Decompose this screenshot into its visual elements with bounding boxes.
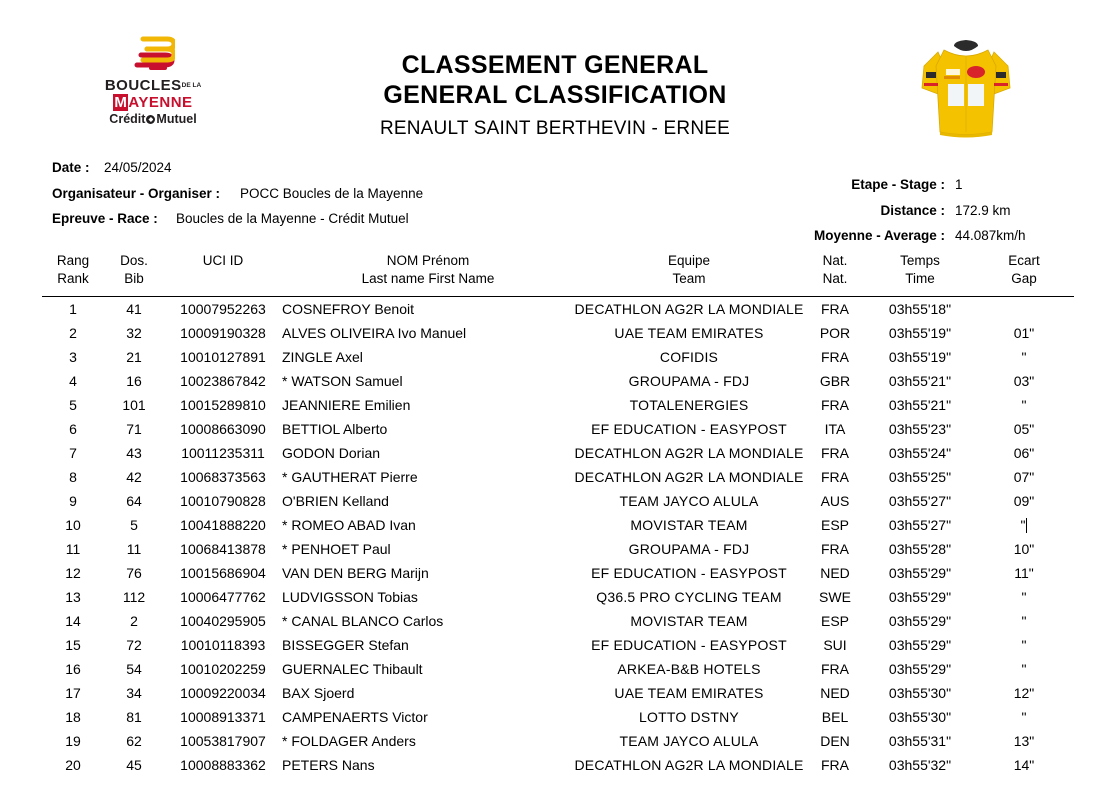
cell-rider-name: BISSEGGER Stefan <box>282 637 409 653</box>
cell-nationality: FRA <box>821 661 849 677</box>
cell-uci-id: 10053817907 <box>180 733 266 749</box>
column-header-bib <box>104 252 164 297</box>
cell-uci-id: 10023867842 <box>180 373 266 389</box>
cell-time: 03h55'28" <box>888 541 952 557</box>
cell-gap: " <box>1021 661 1027 677</box>
yellow-leader-jersey-icon <box>918 36 1014 140</box>
cell-uci-id: 10010118393 <box>180 637 266 653</box>
column-header-nat <box>804 252 866 297</box>
header-nat-fr: Nat. <box>822 253 848 268</box>
cell-nationality: FRA <box>821 469 849 485</box>
cell-gap: 14" <box>1013 757 1035 773</box>
boucles-b-logo-icon <box>98 33 208 77</box>
cell-rank: 14 <box>65 613 81 629</box>
cell-time: 03h55'30" <box>888 685 952 701</box>
cell-team: EF EDUCATION - EASYPOST <box>591 421 787 437</box>
cell-rider-name: O'BRIEN Kelland <box>282 493 389 509</box>
table-row <box>42 513 1074 537</box>
cell-nationality: FRA <box>821 301 849 317</box>
table-row <box>42 729 1074 753</box>
cell-team: MOVISTAR TEAM <box>630 613 748 629</box>
cell-time: 03h55'29" <box>888 613 952 629</box>
info-row-stage <box>814 172 1063 198</box>
text-cursor <box>1026 518 1027 533</box>
cell-gap: 03" <box>1013 373 1035 389</box>
header-team-en: Team <box>672 271 706 286</box>
table-row <box>42 489 1074 513</box>
cell-rider-name: VAN DEN BERG Marijn <box>282 565 429 581</box>
header-bib-fr: Dos. <box>120 253 148 268</box>
header-bib-en: Bib <box>124 271 144 286</box>
cell-rank: 4 <box>69 373 77 389</box>
cell-gap: 10" <box>1013 541 1035 557</box>
cell-rider-name: GUERNALEC Thibault <box>282 661 423 677</box>
cell-nationality: FRA <box>821 757 849 773</box>
cell-team: GROUPAMA - FDJ <box>628 541 750 557</box>
cell-time: 03h55'32" <box>888 757 952 773</box>
logo-word-credit: Crédit <box>109 112 146 126</box>
page-title-fr: CLASSEMENT GENERAL <box>401 51 709 79</box>
cell-nationality: SUI <box>823 637 847 653</box>
cell-bib: 5 <box>130 517 138 533</box>
results-table-wrapper <box>42 252 1074 777</box>
cell-bib: 34 <box>126 685 142 701</box>
table-row <box>42 465 1074 489</box>
header-uci-id: UCI ID <box>202 253 244 268</box>
cell-rank: 9 <box>69 493 77 509</box>
info-row-distance <box>814 198 1063 224</box>
cell-gap: " <box>1021 613 1027 629</box>
cell-team: UAE TEAM EMIRATES <box>614 685 764 701</box>
logo-word-boucles: BOUCLES <box>104 77 182 94</box>
results-table-head <box>42 252 1074 297</box>
date-label: Date : <box>52 160 90 175</box>
cell-rider-name: * FOLDAGER Anders <box>282 733 416 749</box>
cell-nationality: AUS <box>820 493 850 509</box>
cell-team: EF EDUCATION - EASYPOST <box>591 565 787 581</box>
header-time-fr: Temps <box>900 253 940 268</box>
cell-time: 03h55'27" <box>888 493 952 509</box>
cell-nationality: FRA <box>821 349 849 365</box>
cell-uci-id: 10015686904 <box>180 565 266 581</box>
cell-team: TEAM JAYCO ALULA <box>619 733 759 749</box>
cell-rider-name: CAMPENAERTS Victor <box>282 709 428 725</box>
page-title-en: GENERAL CLASSIFICATION <box>383 81 727 109</box>
cell-uci-id: 10006477762 <box>180 589 266 605</box>
organiser-label: Organisateur - Organiser : <box>52 185 221 201</box>
cell-rank: 19 <box>65 733 81 749</box>
logo-line-mayenne <box>98 94 208 111</box>
cell-time: 03h55'29" <box>888 565 952 581</box>
cell-bib: 2 <box>130 613 138 629</box>
cell-gap: 09" <box>1013 493 1035 509</box>
cell-rider-name: ALVES OLIVEIRA Ivo Manuel <box>282 325 467 341</box>
cell-bib: 76 <box>126 565 142 581</box>
info-row-organiser <box>52 181 423 207</box>
cell-bib: 45 <box>126 757 142 773</box>
info-row-date <box>52 155 423 181</box>
distance-label: Distance : <box>880 202 945 218</box>
cell-bib: 41 <box>126 301 142 317</box>
header-rank-fr: Rang <box>56 253 90 268</box>
cell-team: EF EDUCATION - EASYPOST <box>591 637 787 653</box>
table-row <box>42 633 1074 657</box>
cell-gap: 13" <box>1013 733 1035 749</box>
cell-rank: 17 <box>65 685 81 701</box>
header-rank-en: Rank <box>57 271 89 286</box>
credit-mutuel-dot-icon <box>146 115 155 124</box>
column-header-team <box>574 252 804 297</box>
cell-time: 03h55'25" <box>888 469 952 485</box>
cell-rank: 20 <box>65 757 81 773</box>
cell-uci-id: 10008883362 <box>180 757 266 773</box>
cell-gap: " <box>1021 589 1027 605</box>
cell-bib: 21 <box>126 349 142 365</box>
cell-gap: 06" <box>1013 445 1035 461</box>
table-row <box>42 753 1074 777</box>
cell-rider-name: LUDVIGSSON Tobias <box>282 589 418 605</box>
cell-rank: 8 <box>69 469 77 485</box>
cell-rank: 7 <box>69 445 77 461</box>
results-table <box>42 252 1074 777</box>
cell-time: 03h55'24" <box>888 445 952 461</box>
cell-rank: 2 <box>69 325 77 341</box>
cell-rider-name: * GAUTHERAT Pierre <box>282 469 418 485</box>
cell-time: 03h55'29" <box>888 589 952 605</box>
info-row-race <box>52 206 423 232</box>
logo-line-boucles <box>98 77 208 94</box>
cell-bib: 81 <box>126 709 142 725</box>
cell-rank: 16 <box>65 661 81 677</box>
results-table-body <box>42 297 1074 778</box>
cell-uci-id: 10068373563 <box>180 469 266 485</box>
cell-bib: 112 <box>122 589 146 605</box>
average-value: 44.087km/h <box>955 228 1026 243</box>
cell-time: 03h55'23" <box>888 421 952 437</box>
cell-bib: 72 <box>126 637 142 653</box>
cell-time: 03h55'29" <box>888 661 952 677</box>
cell-uci-id: 10068413878 <box>180 541 266 557</box>
cell-team: GROUPAMA - FDJ <box>628 373 750 389</box>
cell-nationality: NED <box>820 685 850 701</box>
cell-time: 03h55'21" <box>888 373 952 389</box>
cell-nationality: BEL <box>821 709 849 725</box>
table-row <box>42 393 1074 417</box>
cell-rank: 11 <box>65 541 81 557</box>
table-row <box>42 657 1074 681</box>
header-gap-en: Gap <box>1011 271 1037 286</box>
table-header-row <box>42 252 1074 297</box>
cell-team: MOVISTAR TEAM <box>630 517 748 533</box>
race-logo <box>98 33 208 127</box>
cell-nationality: FRA <box>821 397 849 413</box>
table-row <box>42 705 1074 729</box>
cell-team: ARKEA-B&B HOTELS <box>617 661 761 677</box>
cell-time: 03h55'29" <box>888 637 952 653</box>
cell-gap: " <box>1021 397 1027 413</box>
cell-time: 03h55'27" <box>888 517 952 533</box>
table-row <box>42 585 1074 609</box>
cell-uci-id: 10008913371 <box>180 709 266 725</box>
table-row <box>42 537 1074 561</box>
race-info-right <box>814 172 1063 249</box>
cell-bib: 54 <box>126 661 142 677</box>
cell-team: DECATHLON AG2R LA MONDIALE <box>574 757 804 773</box>
cell-uci-id: 10007952263 <box>180 301 266 317</box>
stage-label: Etape - Stage : <box>851 177 945 192</box>
cell-nationality: ESP <box>820 517 849 533</box>
cell-team: DECATHLON AG2R LA MONDIALE <box>574 445 804 461</box>
cell-nationality: NED <box>820 565 850 581</box>
cell-gap: 12" <box>1013 685 1035 701</box>
cell-rank: 18 <box>65 709 81 725</box>
cell-rider-name: COSNEFROY Benoit <box>282 301 415 317</box>
cell-time: 03h55'30" <box>888 709 952 725</box>
header-name-en: Last name First Name <box>361 271 495 286</box>
column-header-rank <box>42 252 104 297</box>
cell-nationality: FRA <box>821 541 849 557</box>
cell-team: DECATHLON AG2R LA MONDIALE <box>574 469 804 485</box>
table-row <box>42 297 1074 322</box>
cell-team: COFIDIS <box>659 349 719 365</box>
cell-nationality: ESP <box>820 613 849 629</box>
logo-letter-m: M <box>114 94 128 111</box>
column-header-gap <box>974 252 1074 297</box>
cell-time: 03h55'21" <box>888 397 952 413</box>
cell-uci-id: 10010127891 <box>180 349 266 365</box>
cell-nationality: FRA <box>821 445 849 461</box>
table-row <box>42 345 1074 369</box>
cell-rider-name: BETTIOL Alberto <box>282 421 388 437</box>
cell-gap: 11" <box>1014 565 1034 581</box>
header-name-fr: NOM Prénom <box>386 253 470 268</box>
column-header-time <box>866 252 974 297</box>
document-header <box>0 0 1100 148</box>
cell-rider-name: * PENHOET Paul <box>282 541 391 557</box>
cell-uci-id: 10008663090 <box>180 421 266 437</box>
header-time-en: Time <box>905 271 935 286</box>
table-row <box>42 321 1074 345</box>
cell-bib: 42 <box>126 469 142 485</box>
logo-word-mutuel: Mutuel <box>156 112 197 126</box>
cell-rank: 6 <box>69 421 77 437</box>
info-row-average <box>814 223 1063 249</box>
cell-time: 03h55'18" <box>888 301 952 317</box>
cell-rank: 13 <box>65 589 81 605</box>
cell-gap: " <box>1021 709 1027 725</box>
cell-gap: " <box>1021 637 1027 653</box>
cell-uci-id: 10015289810 <box>180 397 266 413</box>
cell-team: UAE TEAM EMIRATES <box>614 325 764 341</box>
cell-uci-id: 10041888220 <box>180 517 266 533</box>
cell-gap: " <box>1021 349 1027 365</box>
cell-rider-name: * ROMEO ABAD Ivan <box>282 517 416 533</box>
logo-word-dela: DE LA <box>181 82 202 89</box>
cell-team: DECATHLON AG2R LA MONDIALE <box>574 301 804 317</box>
distance-value: 172.9 km <box>955 202 1011 218</box>
cell-time: 03h55'19" <box>888 325 952 341</box>
table-row <box>42 681 1074 705</box>
cell-gap: 07" <box>1013 469 1035 485</box>
cell-bib: 11 <box>126 541 142 557</box>
cell-bib: 16 <box>126 373 142 389</box>
header-team-fr: Equipe <box>667 253 711 268</box>
cell-rider-name: JEANNIERE Emilien <box>282 397 411 413</box>
cell-gap: 01" <box>1013 325 1035 341</box>
cell-gap: 05" <box>1013 421 1035 437</box>
cell-rank: 10 <box>65 517 81 533</box>
cell-rank: 15 <box>65 637 81 653</box>
organiser-value: POCC Boucles de la Mayenne <box>240 185 424 201</box>
cell-time: 03h55'19" <box>888 349 952 365</box>
header-gap-fr: Ecart <box>1008 253 1040 268</box>
stage-route-subtitle: RENAULT SAINT BERTHEVIN - ERNEE <box>379 118 731 139</box>
date-value: 24/05/2024 <box>104 160 172 175</box>
cell-gap <box>974 297 1074 322</box>
race-label: Epreuve - Race : <box>52 211 158 226</box>
cell-bib: 71 <box>126 421 142 437</box>
cell-bib: 64 <box>126 493 142 509</box>
title-block <box>230 50 880 142</box>
cell-uci-id: 10011235311 <box>181 445 265 461</box>
cell-rank: 3 <box>69 349 77 365</box>
cell-uci-id: 10010790828 <box>180 493 266 509</box>
cell-rider-name: ZINGLE Axel <box>282 349 363 365</box>
cell-rider-name: * CANAL BLANCO Carlos <box>282 613 444 629</box>
cell-nationality: POR <box>819 325 851 341</box>
cell-nationality: SWE <box>819 589 851 605</box>
race-value: Boucles de la Mayenne - Crédit Mutuel <box>176 211 409 226</box>
cell-team: TOTALENERGIES <box>629 397 749 413</box>
cell-rank: 1 <box>69 301 77 317</box>
table-row <box>42 369 1074 393</box>
cell-uci-id: 10010202259 <box>180 661 266 677</box>
cell-rider-name: * WATSON Samuel <box>282 373 403 389</box>
column-header-name <box>282 252 574 297</box>
table-row <box>42 609 1074 633</box>
logo-line-credit-mutuel <box>98 112 208 127</box>
average-label: Moyenne - Average : <box>813 228 945 243</box>
header-nat-en: Nat. <box>822 271 848 286</box>
cell-rider-name: BAX Sjoerd <box>282 685 355 701</box>
cell-time: 03h55'31" <box>888 733 952 749</box>
cell-rider-name: GODON Dorian <box>282 445 381 461</box>
cell-team: LOTTO DSTNY <box>639 709 739 725</box>
table-row <box>42 561 1074 585</box>
cell-bib: 32 <box>126 325 142 341</box>
cell-nationality: DEN <box>820 733 850 749</box>
cell-nationality: ITA <box>824 421 846 437</box>
cell-bib: 62 <box>126 733 142 749</box>
logo-word-ayenne: AYENNE <box>128 94 193 111</box>
cell-rank: 5 <box>69 397 77 413</box>
cell-bib: 43 <box>126 445 142 461</box>
cell-gap: " <box>1020 517 1026 533</box>
cell-nationality: GBR <box>819 373 851 389</box>
table-row <box>42 417 1074 441</box>
cell-bib: 101 <box>122 397 146 413</box>
cell-rank: 12 <box>65 565 81 581</box>
cell-rider-name: PETERS Nans <box>282 757 375 773</box>
cell-uci-id: 10009220034 <box>180 685 266 701</box>
race-info-left <box>52 155 423 232</box>
column-header-uci-id <box>164 252 282 297</box>
table-row <box>42 441 1074 465</box>
cell-uci-id: 10009190328 <box>180 325 266 341</box>
cell-uci-id: 10040295905 <box>180 613 266 629</box>
stage-value: 1 <box>955 177 963 192</box>
cell-team: TEAM JAYCO ALULA <box>619 493 759 509</box>
cell-team: Q36.5 PRO CYCLING TEAM <box>596 589 782 605</box>
